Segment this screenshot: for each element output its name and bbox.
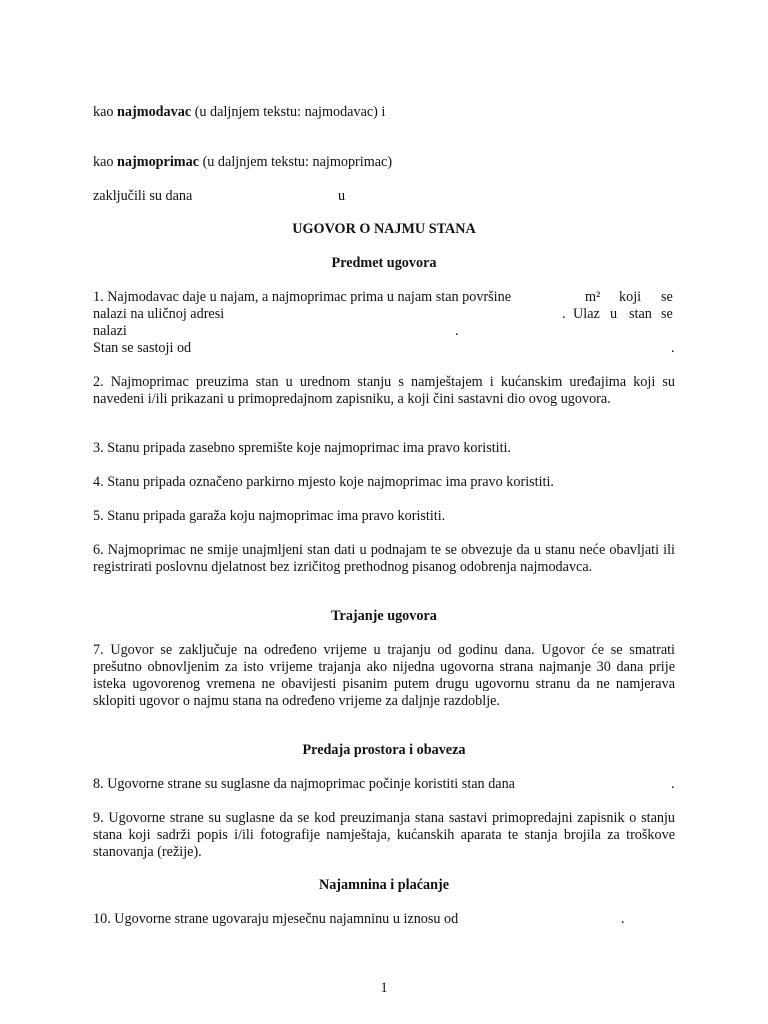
clause-1-line-2: nalazi na uličnoj adresi . Ulaz u stan se [93,306,673,322]
landlord-term: najmodavac [117,104,192,120]
clause-1-line-1: 1. Najmodavac daje u najam, a najmoprimac prima u najam stan površine m² koji se [93,289,673,305]
document-page [93,0,675,1024]
clause-5: 5. Stanu pripada garaža koju najmoprimac ima pravo koristiti. [93,508,446,524]
clause-2: 2. Najmoprimac preuzima stan u urednom stanju s namještajem i kućanskim uređajima koji su navedeni i/ili prikazani u primopredajnom zapisniku, a koji čini sastavni dio ovog ugovora. [93,374,675,407]
landlord-line [93,104,675,121]
landlord-prefix: kao [93,104,118,120]
clause-3: 3. Stanu pripada zasebno spremište koje najmoprimac ima pravo koristiti. [93,440,512,456]
tenant-line [93,154,675,171]
section-heading-duration: Trajanje ugovora [331,608,437,624]
clause-6: 6. Najmoprimac ne smije unajmljeni stan dati u podnajam te se obvezuje da u stanu neće obavljati ili registrirati poslovnu djelatnost bez izričitog prethodnog pisanog odobrenja najmodavca. [93,542,675,575]
section-heading-handover: Predaja prostora i obaveza [302,742,466,758]
clause-8: 8. Ugovorne strane su suglasne da najmoprimac počinje koristiti stan dana . [93,776,675,792]
tenant-prefix: kao [93,154,118,170]
section-heading-subject: Predmet ugovora [331,255,437,271]
clause-10: 10. Ugovorne strane ugovaraju mjesečnu najamninu u iznosu od . [93,911,625,927]
concluded-text: zaključili su dana [93,188,193,204]
tenant-suffix: (u daljnjem tekstu: najmoprimac) [199,154,393,170]
tenant-term: najmoprimac [117,154,200,170]
clause-1-line-4: Stan se sastoji od . [93,340,675,356]
document-title: UGOVOR O NAJMU STANA [292,221,476,237]
concluded-at: u [338,188,346,204]
clause-7: 7. Ugovor se zaključuje na određeno vrijeme u trajanju od godinu dana. Ugovor će se smatrati prešutno obnovljenim za isto vrijeme trajanja ako nijedna ugovorna strana najmanje 30 dana prije isteka ugovorenog vremena ne obavijesti pisanim putem drugu ugovornu stranu da ne namjerava sklopiti ugovor o najmu stana na određeno vrijeme za daljnje razdoblje. [93,642,675,709]
page-number: 1 [380,980,388,996]
landlord-suffix: (u daljnjem tekstu: najmodavac) i [191,104,386,120]
clause-4: 4. Stanu pripada označeno parkirno mjesto koje najmoprimac ima pravo koristiti. [93,474,554,490]
clause-1-line-3: nalazi . [93,323,459,339]
clause-9: 9. Ugovorne strane su suglasne da se kod preuzimanja stana sastavi primopredajni zapisnik o stanju stana koji sadrži popis i/ili fotografije namještaja, kućanskih aparata te stanja brojila za troškove stanovanja (režije). [93,810,675,860]
section-heading-rent: Najamnina i plaćanje [318,877,450,893]
concluded-line [93,188,675,205]
